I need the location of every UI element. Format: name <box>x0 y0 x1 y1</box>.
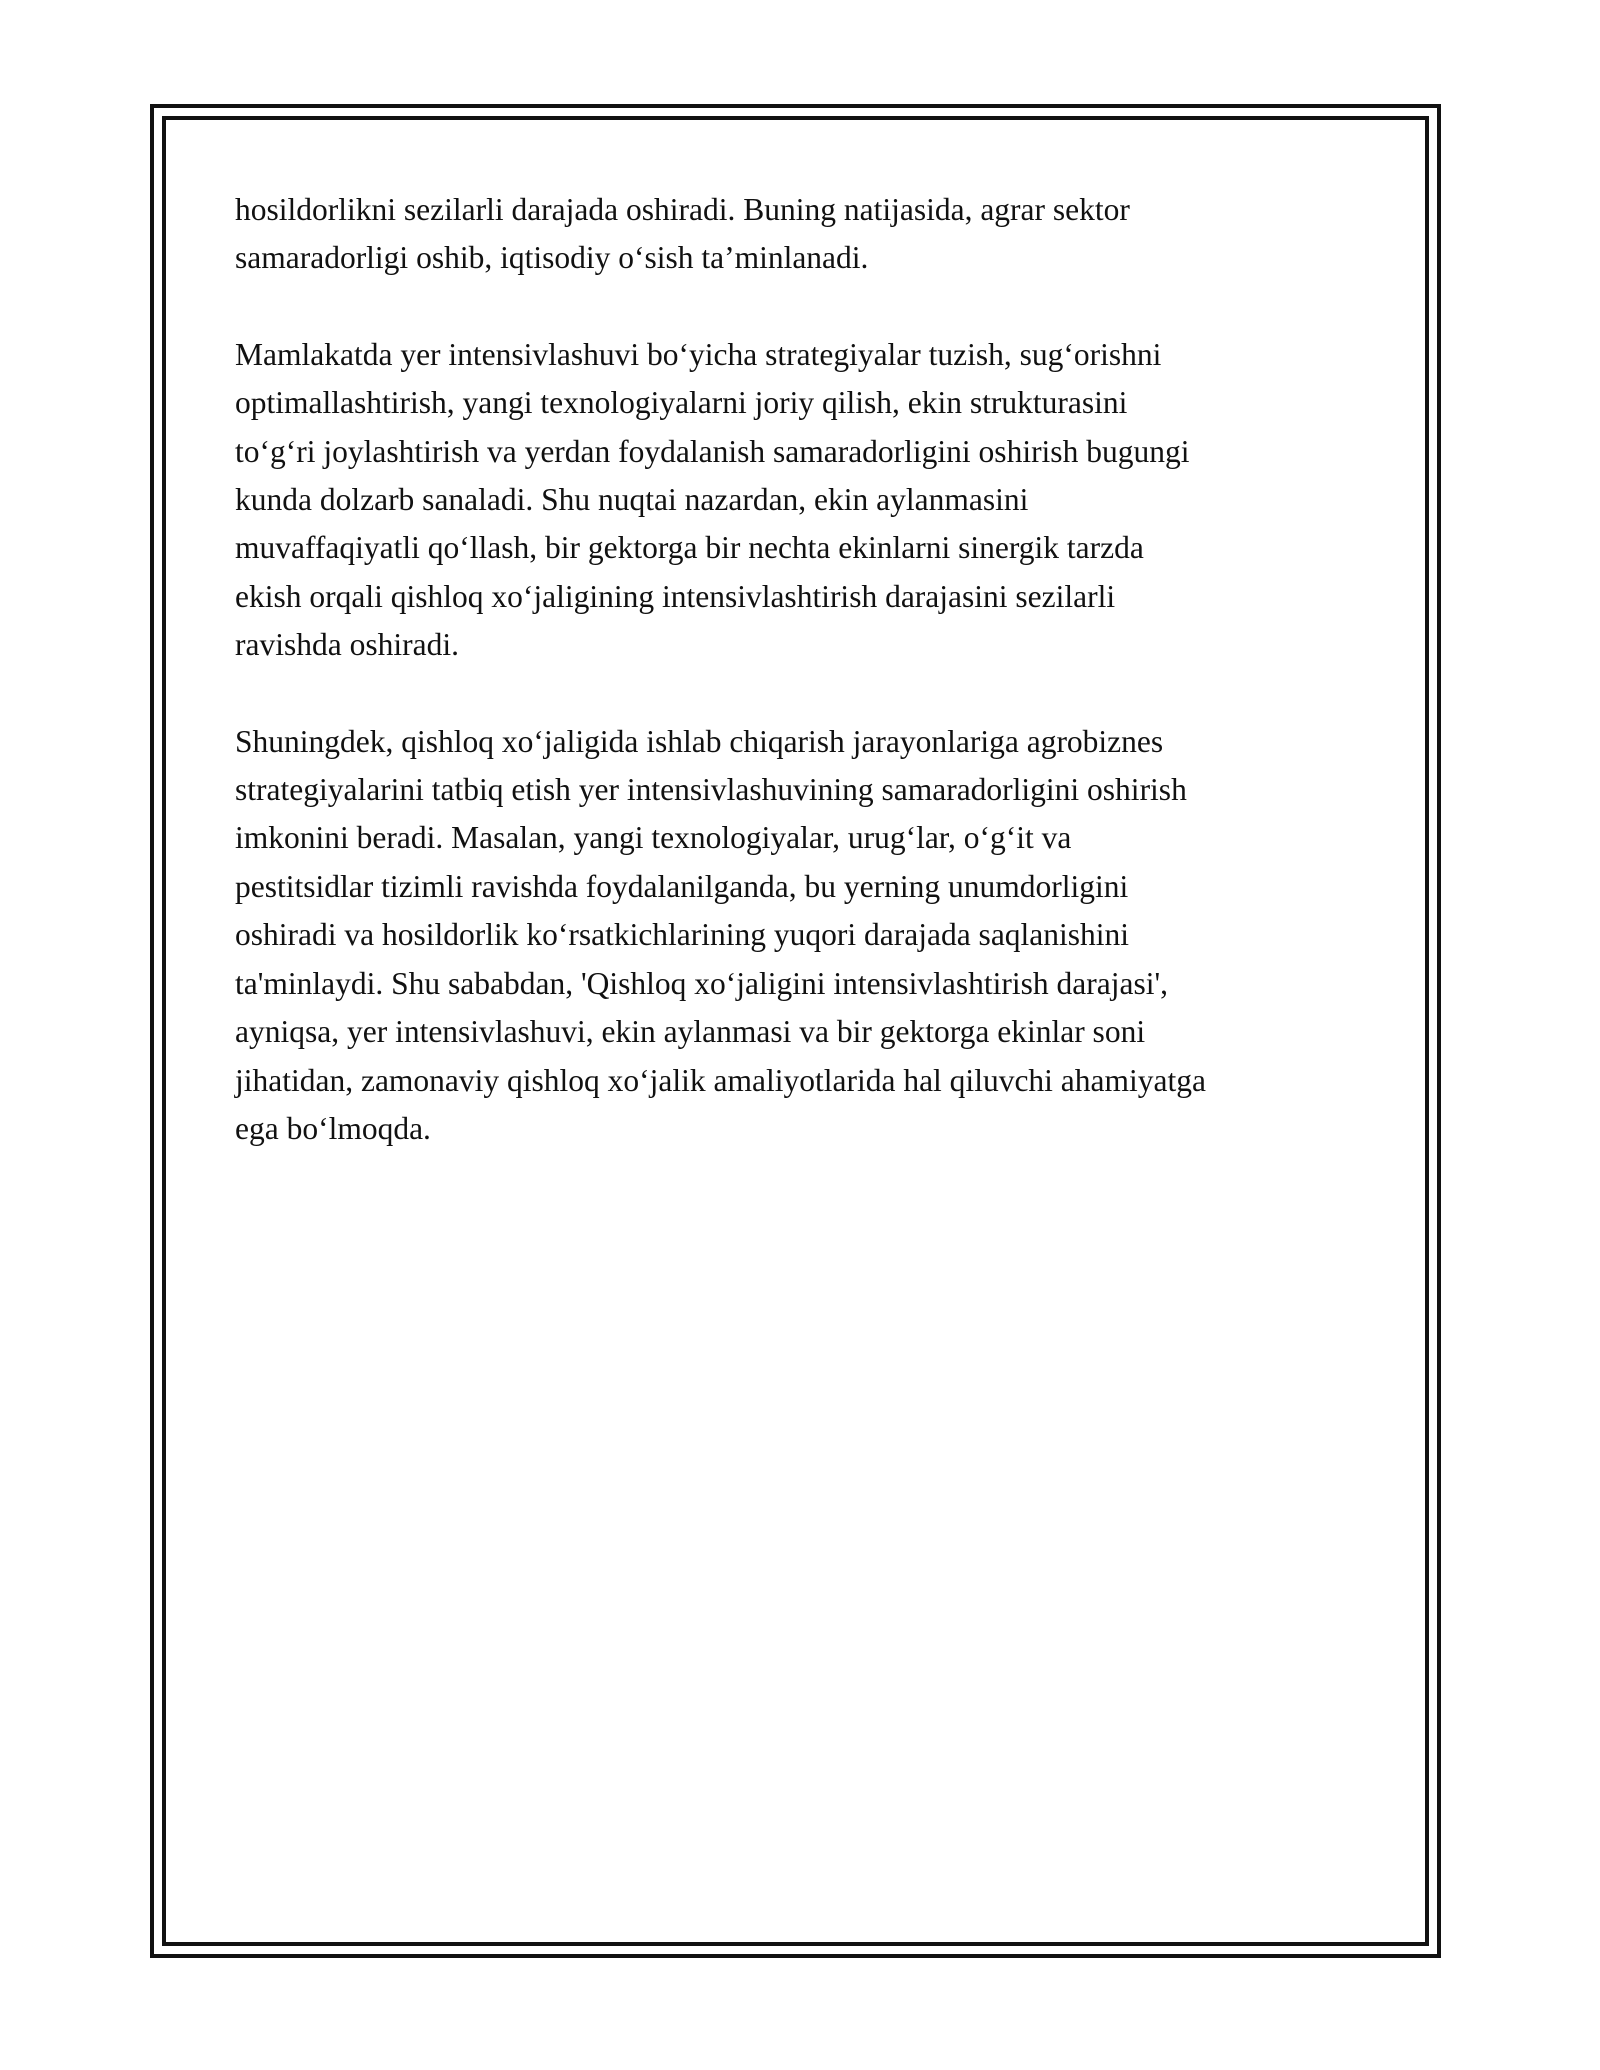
paragraph-2: Mamlakatda yer intensivlashuvi bo‘yicha strategiyalar tuzish, sug‘orishni optimallashtirish, yangi texnologiyalarni joriy qilish, ekin strukturasini to‘g‘ri joylashtirish va yerdan foydalanish samaradorligini oshirish bugungi kunda dolzarb sanaladi. Shu nuqtai nazardan, ekin aylanmasini muvaffaqiyatli qo‘llash, bir gektorga bir nechta ekinlarni sinergik tarzda ekish orqali qishloq xo‘jaligining intensivlashtirish darajasini sezilarli ravishda oshiradi. <box>235 336 1190 663</box>
document-body <box>235 186 1375 1201</box>
paragraph-3: Shuningdek, qishloq xo‘jaligida ishlab chiqarish jarayonlariga agrobiznes strategiyalarini tatbiq etish yer intensivlashuvining samaradorligini oshirish imkonini beradi. Masalan, yangi texnologiyalar, urug‘lar, o‘g‘it va pestitsidlar tizimli ravishda foydalanilganda, bu yerning unumdorligini oshiradi va hosildorlik ko‘rsatkichlarining yuqori darajada saqlanishini ta'minlaydi. Shu sababdan, 'Qishloq xo‘jaligini intensivlashtirish darajasi', ayniqsa, yer intensivlashuvi, ekin aylanmasi va bir gektorga ekinlar soni jihatidan, zamonaviy qishloq xo‘jalik amaliyotlarida hal qiluvchi ahamiyatga ega bo‘lmoqda. <box>235 723 1206 1146</box>
paragraph-1: hosildorlikni sezilarli darajada oshiradi. Buning natijasida, agrar sektor samaradorligi oshib, iqtisodiy o‘sish ta’minlanadi. <box>235 192 1130 276</box>
